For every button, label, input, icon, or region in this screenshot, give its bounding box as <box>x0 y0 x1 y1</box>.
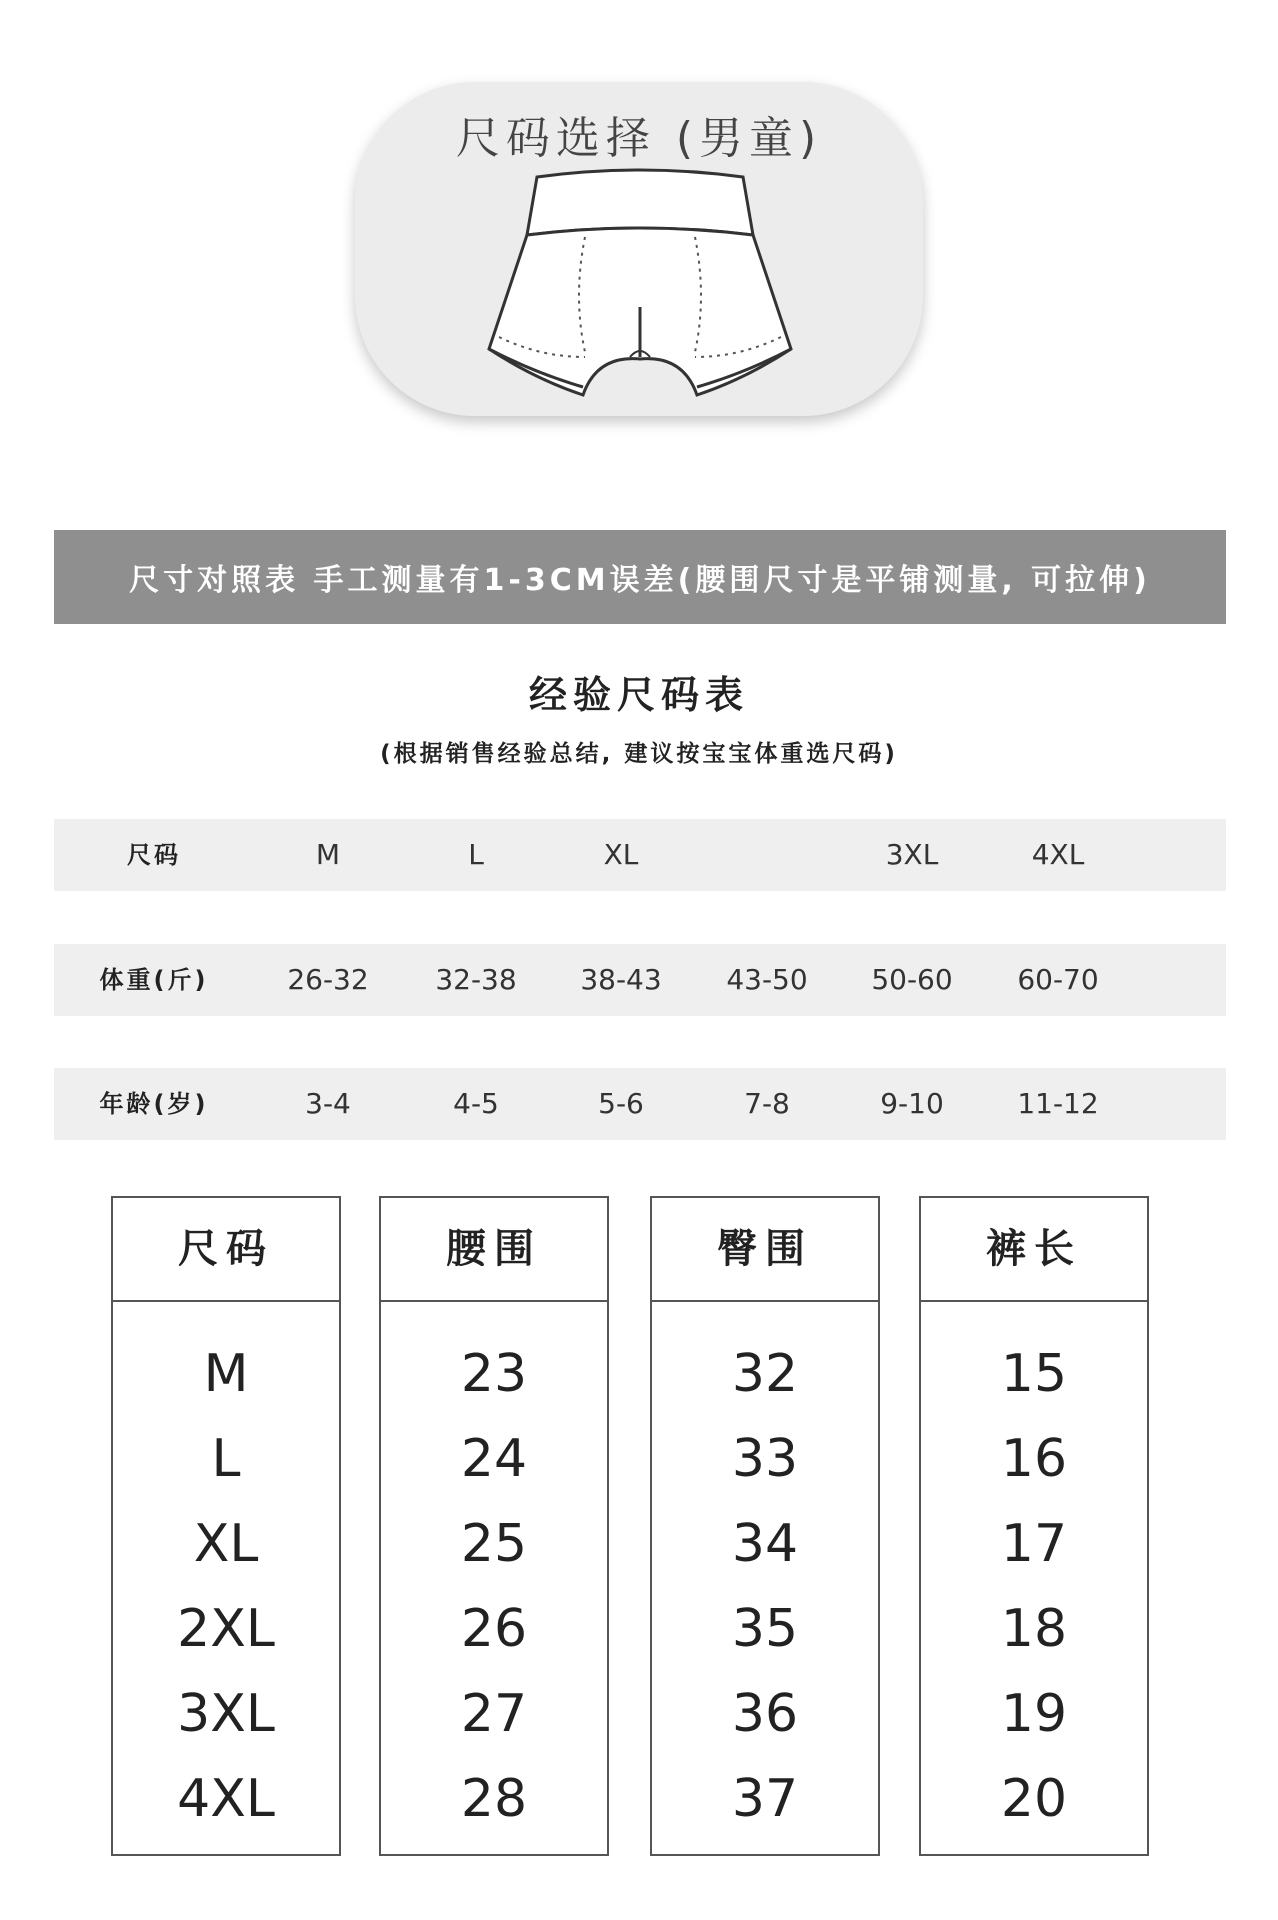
column-value: 4XL <box>177 1769 275 1829</box>
experience-row-age <box>54 1068 1226 1140</box>
hero-card <box>355 82 923 416</box>
row-label: 体重(斤) <box>99 966 209 994</box>
row-value: 38-43 <box>580 963 662 996</box>
column-value: 3XL <box>177 1684 275 1744</box>
row-value: 50-60 <box>871 963 953 996</box>
row-value: 3XL <box>885 838 939 871</box>
column-value: 16 <box>1000 1429 1068 1489</box>
column-value: 35 <box>731 1599 799 1659</box>
column-value: 18 <box>1000 1599 1068 1659</box>
row-value: 3-4 <box>305 1087 351 1120</box>
row-value: 26-32 <box>287 963 369 996</box>
row-value: 4-5 <box>453 1087 499 1120</box>
size-column <box>111 1196 341 1856</box>
hip-column <box>650 1196 880 1856</box>
column-header: 尺码 <box>113 1198 339 1302</box>
experience-row-weight <box>54 944 1226 1016</box>
row-value: 7-8 <box>744 1087 790 1120</box>
column-value: 28 <box>460 1769 528 1829</box>
row-value: M <box>315 838 341 871</box>
page-title: 尺码选择 (男童) <box>455 113 823 164</box>
size-chart-banner: 尺寸对照表 手工测量有1-3CM误差(腰围尺寸是平铺测量, 可拉伸) <box>54 530 1226 624</box>
row-value: 43-50 <box>726 963 808 996</box>
experience-chart-title: 经验尺码表 <box>528 673 749 717</box>
column-value: 20 <box>1000 1769 1068 1829</box>
column-value: 36 <box>731 1684 799 1744</box>
row-label: 年龄(岁) <box>99 1090 209 1118</box>
experience-row-size <box>54 819 1226 891</box>
column-value: 2XL <box>177 1599 275 1659</box>
column-header: 臀围 <box>652 1198 878 1302</box>
row-value: L <box>468 838 484 871</box>
row-label: 尺码 <box>127 841 181 869</box>
column-value: 37 <box>731 1769 799 1829</box>
row-value: 5-6 <box>598 1087 644 1120</box>
column-value: XL <box>193 1514 259 1574</box>
column-value: 24 <box>460 1429 528 1489</box>
row-value: 32-38 <box>435 963 517 996</box>
boxer-briefs-outline-icon <box>485 157 795 402</box>
column-value: 15 <box>1000 1344 1068 1404</box>
column-value: 17 <box>1000 1514 1068 1574</box>
row-value: 9-10 <box>880 1087 944 1120</box>
experience-chart-subtitle: (根据销售经验总结, 建议按宝宝体重选尺码) <box>380 741 898 767</box>
column-value: L <box>211 1429 241 1489</box>
column-value: 32 <box>731 1344 799 1404</box>
column-value: 26 <box>460 1599 528 1659</box>
row-value: 4XL <box>1031 838 1085 871</box>
column-header: 裤长 <box>921 1198 1147 1302</box>
row-value: 11-12 <box>1017 1087 1099 1120</box>
column-value: 34 <box>731 1514 799 1574</box>
column-value: 23 <box>460 1344 528 1404</box>
row-value: XL <box>603 838 639 871</box>
column-value: 27 <box>460 1684 528 1744</box>
column-header: 腰围 <box>381 1198 607 1302</box>
length-column <box>919 1196 1149 1856</box>
row-value: 60-70 <box>1017 963 1099 996</box>
column-value: 19 <box>1000 1684 1068 1744</box>
column-value: 25 <box>460 1514 528 1574</box>
column-value: M <box>203 1344 249 1404</box>
waist-column <box>379 1196 609 1856</box>
column-value: 33 <box>731 1429 799 1489</box>
